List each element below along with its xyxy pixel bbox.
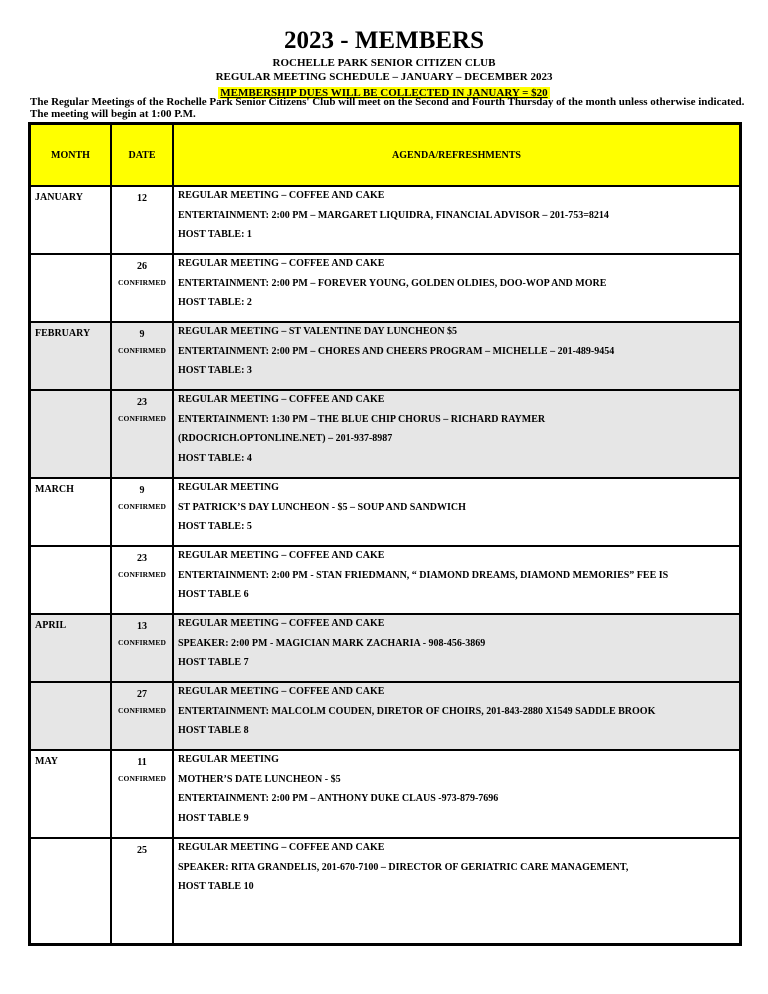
date-number: 23 bbox=[137, 553, 147, 564]
table-row bbox=[30, 750, 741, 838]
agenda-line: ENTERTAINMENT: 2:00 PM – CHORES AND CHEERS PROGRAM – MICHELLE – 201-489-9454 bbox=[178, 345, 615, 357]
schedule-subtitle: REGULAR MEETING SCHEDULE – JANUARY – DECEMBER 2023 bbox=[215, 71, 553, 83]
table-row bbox=[30, 186, 741, 254]
date-number: 12 bbox=[137, 193, 147, 204]
agenda-line: REGULAR MEETING – COFFEE AND CAKE bbox=[178, 394, 385, 405]
agenda-cell bbox=[173, 750, 741, 838]
dues-notice: MEMBERSHIP DUES WILL BE COLLECTED IN JANUARY = $20 bbox=[220, 87, 548, 99]
agenda-line: (RDOCRICH.OPTONLINE.NET) – 201-937-8987 bbox=[178, 433, 393, 444]
confirmed-status: CONFIRMED bbox=[118, 570, 166, 579]
date-cell bbox=[111, 478, 173, 546]
date-cell bbox=[111, 254, 173, 322]
month-cell: JANUARY bbox=[30, 186, 112, 254]
date-number: 27 bbox=[137, 689, 147, 700]
agenda-cell bbox=[173, 322, 741, 390]
date-number: 25 bbox=[137, 845, 147, 856]
date-cell bbox=[111, 614, 173, 682]
date-number: 9 bbox=[139, 329, 145, 340]
agenda-cell bbox=[173, 390, 741, 478]
agenda-line: ENTERTAINMENT: 2:00 PM – FOREVER YOUNG, GOLDEN OLDIES, DOO-WOP AND MORE bbox=[178, 277, 607, 289]
date-number: 13 bbox=[137, 621, 147, 632]
agenda-line: HOST TABLE 10 bbox=[178, 881, 254, 892]
agenda-line: HOST TABLE: 1 bbox=[178, 229, 252, 240]
confirmed-status: CONFIRMED bbox=[118, 414, 166, 423]
agenda-line: HOST TABLE: 3 bbox=[178, 365, 252, 376]
date-number: 11 bbox=[137, 757, 147, 768]
agenda-line: REGULAR MEETING – COFFEE AND CAKE bbox=[178, 190, 385, 201]
month-cell: MAY bbox=[30, 750, 112, 838]
agenda-cell bbox=[173, 682, 741, 750]
agenda-line: HOST TABLE: 2 bbox=[178, 297, 252, 308]
page-title: 2023 - MEMBERS bbox=[284, 27, 484, 54]
intro-paragraph: The Regular Meetings of the Rochelle Park Senior Citizens' Club will meet on the Second and Fourth Thursday of the month unless otherwise indicated. The meeting will begin at 1:00 P.M. bbox=[30, 96, 745, 120]
agenda-line: HOST TABLE: 4 bbox=[178, 452, 252, 464]
agenda-line: SPEAKER: 2:00 PM - MAGICIAN MARK ZACHARIA - 908-456-3869 bbox=[178, 637, 486, 649]
date-cell bbox=[111, 186, 173, 254]
month-cell bbox=[30, 546, 112, 614]
month-cell bbox=[30, 254, 112, 322]
date-cell bbox=[111, 390, 173, 478]
agenda-line: ST PATRICK’S DAY LUNCHEON - $5 – SOUP AND SANDWICH bbox=[178, 501, 466, 513]
date-number: 26 bbox=[137, 261, 147, 272]
agenda-line: HOST TABLE: 5 bbox=[178, 521, 252, 532]
date-cell bbox=[111, 838, 173, 944]
date-cell bbox=[111, 546, 173, 614]
month-cell: FEBRUARY bbox=[30, 322, 112, 390]
agenda-cell bbox=[173, 614, 741, 682]
month-header: MONTH bbox=[30, 124, 112, 187]
table-row bbox=[30, 478, 741, 546]
agenda-header: AGENDA/REFRESHMENTS bbox=[173, 124, 741, 187]
date-cell bbox=[111, 750, 173, 838]
agenda-line: ENTERTAINMENT: 2:00 PM – ANTHONY DUKE CLAUS -973-879-7696 bbox=[178, 793, 499, 804]
date-number: 9 bbox=[139, 485, 145, 496]
table-row bbox=[30, 682, 741, 750]
schedule-table bbox=[28, 122, 742, 946]
agenda-line: ENTERTAINMENT: 1:30 PM – THE BLUE CHIP CHORUS – RICHARD RAYMER bbox=[178, 413, 546, 425]
agenda-line: ENTERTAINMENT: 2:00 PM – MARGARET LIQUIDRA, FINANCIAL ADVISOR – 201-753=8214 bbox=[178, 209, 609, 221]
agenda-line: REGULAR MEETING – COFFEE AND CAKE bbox=[178, 618, 385, 629]
table-row bbox=[30, 254, 741, 322]
confirmed-status: CONFIRMED bbox=[118, 278, 166, 287]
agenda-line: REGULAR MEETING – COFFEE AND CAKE bbox=[178, 550, 385, 561]
confirmed-status: CONFIRMED bbox=[118, 502, 166, 511]
agenda-cell bbox=[173, 254, 741, 322]
agenda-line: HOST TABLE 7 bbox=[178, 657, 249, 668]
club-name: ROCHELLE PARK SENIOR CITIZEN CLUB bbox=[272, 57, 496, 69]
date-header: DATE bbox=[111, 124, 173, 187]
table-row bbox=[30, 322, 741, 390]
table-row bbox=[30, 390, 741, 478]
agenda-cell bbox=[173, 838, 741, 944]
agenda-cell bbox=[173, 186, 741, 254]
confirmed-status: CONFIRMED bbox=[118, 706, 166, 715]
agenda-line: ENTERTAINMENT: 2:00 PM - STAN FRIEDMANN, “ DIAMOND DREAMS, DIAMOND MEMORIES” FEE IS bbox=[178, 569, 669, 581]
agenda-line: HOST TABLE 9 bbox=[178, 812, 249, 824]
agenda-line: REGULAR MEETING – ST VALENTINE DAY LUNCHEON $5 bbox=[178, 326, 458, 337]
table-header-row bbox=[30, 124, 741, 187]
date-number: 23 bbox=[137, 397, 147, 408]
agenda-line: REGULAR MEETING – COFFEE AND CAKE bbox=[178, 842, 385, 853]
schedule-body bbox=[30, 186, 741, 944]
agenda-line: REGULAR MEETING – COFFEE AND CAKE bbox=[178, 686, 385, 697]
date-cell bbox=[111, 322, 173, 390]
agenda-line: REGULAR MEETING bbox=[178, 754, 279, 765]
month-cell bbox=[30, 838, 112, 944]
agenda-line: HOST TABLE 6 bbox=[178, 589, 249, 600]
agenda-line: SPEAKER: RITA GRANDELIS, 201-670-7100 – DIRECTOR OF GERIATRIC CARE MANAGEMENT, bbox=[178, 861, 629, 873]
month-cell bbox=[30, 682, 112, 750]
month-cell bbox=[30, 390, 112, 478]
table-row bbox=[30, 838, 741, 944]
confirmed-status: CONFIRMED bbox=[118, 346, 166, 355]
confirmed-status: CONFIRMED bbox=[118, 774, 166, 783]
month-cell: APRIL bbox=[30, 614, 112, 682]
agenda-line: REGULAR MEETING bbox=[178, 482, 279, 493]
agenda-line: ENTERTAINMENT: MALCOLM COUDEN, DIRETOR OF CHOIRS, 201-843-2880 X1549 SADDLE BROOK bbox=[178, 705, 656, 717]
agenda-line: REGULAR MEETING – COFFEE AND CAKE bbox=[178, 258, 385, 269]
agenda-line: HOST TABLE 8 bbox=[178, 725, 249, 736]
agenda-cell bbox=[173, 546, 741, 614]
month-cell: MARCH bbox=[30, 478, 112, 546]
table-row bbox=[30, 546, 741, 614]
agenda-line: MOTHER’S DATE LUNCHEON - $5 bbox=[178, 773, 341, 785]
table-row bbox=[30, 614, 741, 682]
confirmed-status: CONFIRMED bbox=[118, 638, 166, 647]
date-cell bbox=[111, 682, 173, 750]
agenda-cell bbox=[173, 478, 741, 546]
